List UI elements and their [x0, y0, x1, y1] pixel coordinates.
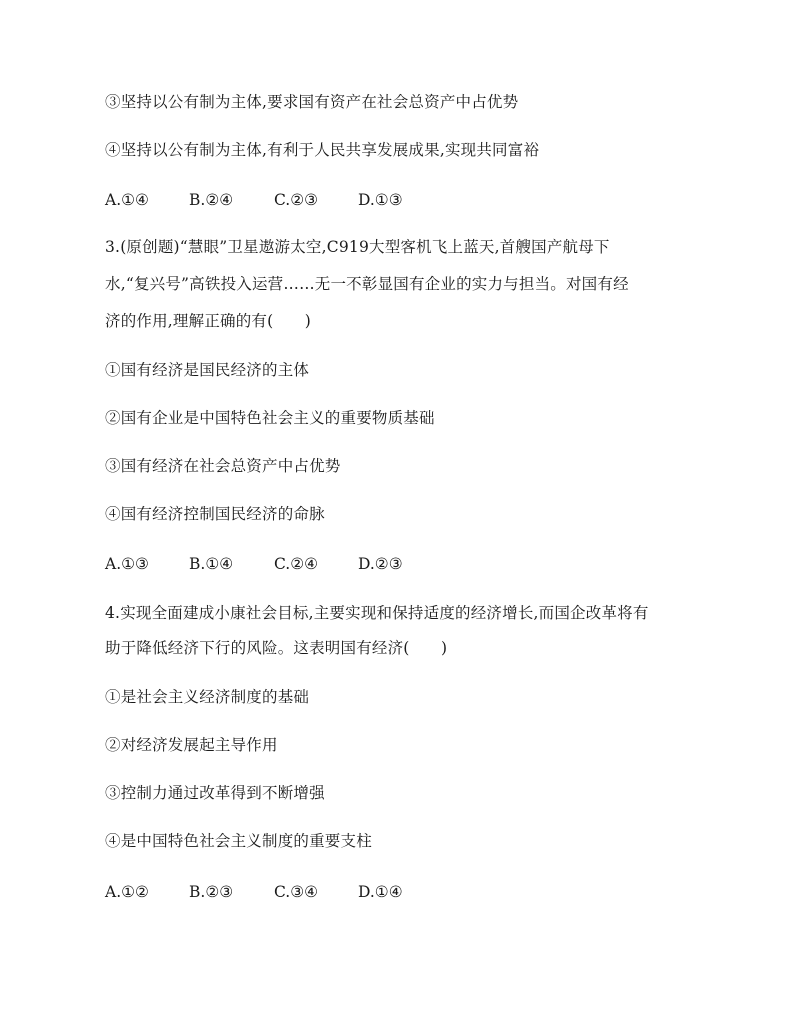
q3-statement-3: ③国有经济在社会总资产中占优势: [105, 457, 341, 475]
q4-choice-c: C.③④: [274, 883, 319, 901]
q3-choice-d: D.②③: [358, 555, 403, 573]
q4-choice-a: A.①②: [105, 883, 149, 901]
q4-statement-2: ②对经济发展起主导作用: [105, 736, 278, 754]
q4-stem-line-1: 4.实现全面建成小康社会目标,主要实现和保持适度的经济增长,而国企改革将有: [105, 604, 649, 622]
q4-choice-d: D.①④: [358, 883, 403, 901]
q2-choice-c: C.②③: [274, 191, 319, 209]
q2-statement-4: ④坚持以公有制为主体,有利于人民共享发展成果,实现共同富裕: [105, 141, 540, 159]
q2-statement-3: ③坚持以公有制为主体,要求国有资产在社会总资产中占优势: [105, 93, 519, 111]
q4-stem-line-2: 助于降低经济下行的风险。这表明国有经济( ): [105, 639, 448, 657]
q4-statement-4: ④是中国特色社会主义制度的重要支柱: [105, 832, 372, 850]
q3-choice-a: A.①③: [105, 555, 149, 573]
q2-choice-d: D.①③: [358, 191, 403, 209]
q2-choice-a: A.①④: [105, 191, 149, 209]
q3-stem-line-2: 水,“复兴号”高铁投入运营……无一不彰显国有企业的实力与担当。对国有经: [105, 275, 629, 293]
q3-choice-b: B.①④: [189, 555, 234, 573]
q4-choice-b: B.②③: [189, 883, 234, 901]
q4-statement-1: ①是社会主义经济制度的基础: [105, 688, 310, 706]
q3-statement-4: ④国有经济控制国民经济的命脉: [105, 505, 325, 523]
q3-stem-line-3: 济的作用,理解正确的有( ): [105, 312, 312, 330]
q3-stem-line-1: 3.(原创题)“慧眼”卫星遨游太空,C919大型客机飞上蓝天,首艘国产航母下: [105, 238, 610, 256]
q2-choice-b: B.②④: [189, 191, 234, 209]
q3-statement-1: ①国有经济是国民经济的主体: [105, 361, 310, 379]
q3-choice-c: C.②④: [274, 555, 319, 573]
q3-statement-2: ②国有企业是中国特色社会主义的重要物质基础: [105, 409, 435, 427]
q4-statement-3: ③控制力通过改革得到不断增强: [105, 784, 325, 802]
